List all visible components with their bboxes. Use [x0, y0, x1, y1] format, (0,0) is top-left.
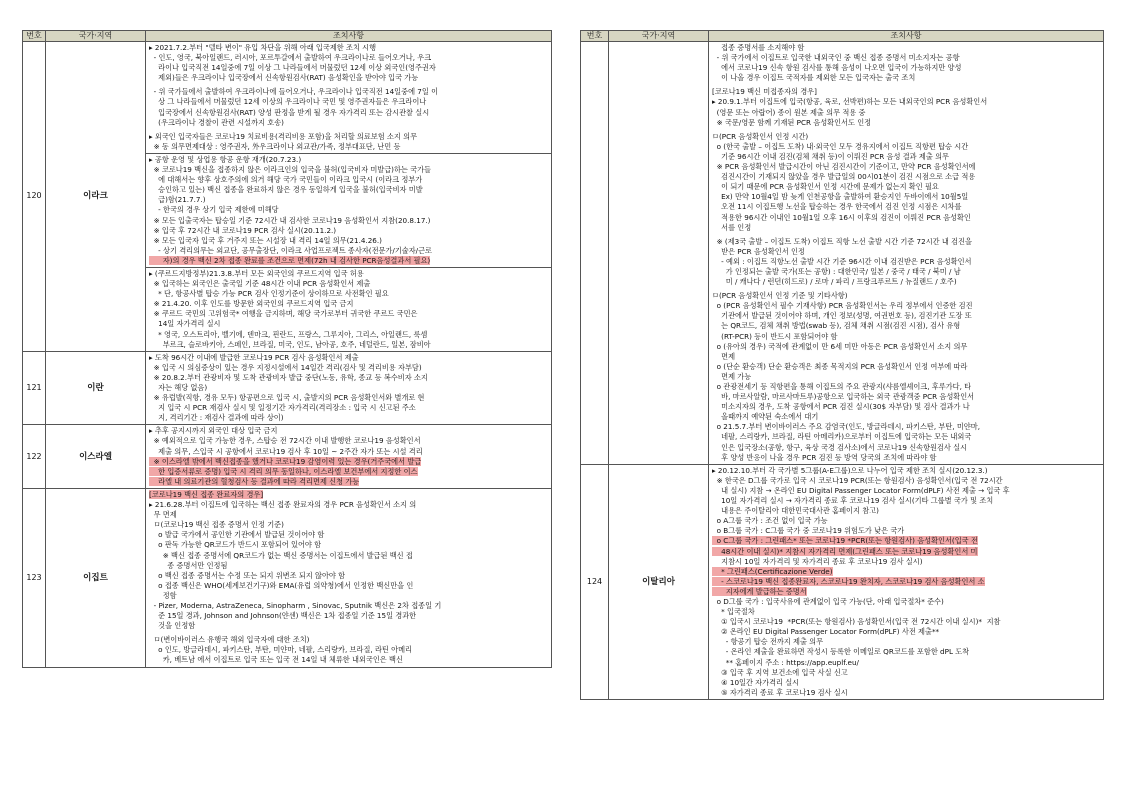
measure-line: o A그룹 국가 : 조건 없이 입국 가능	[712, 516, 828, 526]
measure-line: o B그룹 국가 : C그룹 국가 중 코로나19 위험도가 낮은 국가	[712, 526, 905, 536]
measure-cell	[146, 153, 552, 267]
measure-line: * 그린패스(Certificazione Verde)	[712, 566, 833, 576]
measure-line: 준 15일 경과, Johnson and Johnson(얀센) 백신은 1차 접종일 기준 15일 경과한	[149, 611, 417, 621]
measure-line: ※ 한국은 D그룹 국가로 입국 시 코로나19 PCR(또는 항원검사) 음성확인서(입국 전 72시간	[712, 475, 1003, 485]
measure-line: 14일 자가격리 실시	[149, 319, 221, 329]
measure-line: ※ 모든 입출국자는 탑승일 기준 72시간 내 검사한 코로나19 음성확인서 지참(20.8.17.)	[149, 215, 431, 225]
measure-line: ▸ 추후 공지시까지 외국인 대상 입국 금지	[149, 426, 278, 436]
measure-line: 내 실시) 지참 → 온라인 EU Digital Passenger Locator Form(dPLF) 사전 제출 → 입국 후	[712, 485, 1010, 495]
measure-line: 기관에서 발급된 것이어야 하며, 개인 정보(성명, 여권번호 등), 검진기관 도장 또	[712, 311, 972, 321]
measure-line: o (한국 출발 – 이집트 도착) 내·외국인 모두 경유지에서 이집트 직항편 탑승 시간	[712, 141, 969, 151]
measure-line: ▸ (쿠르드지방정부)21.3.8.부터 모든 외국인의 쿠르드지역 입국 허용	[149, 268, 364, 278]
measure-line: ※ 21.4.20. 이후 인도를 방문한 외국인의 쿠르드지역 입국 금지	[149, 299, 354, 309]
measure-line: ⑤ 자가격리 종료 후 코로나19 검사 실시	[712, 687, 848, 697]
measure-line: ※ (제3국 출발 – 이집트 도착) 이집트 직항 노선 출발 시간 기준 72시간 내 검진을	[712, 236, 972, 246]
measure-line: 올때까지 예약된 숙소에서 대기	[712, 412, 819, 422]
measure-line: 종 증명서만 인정됨	[149, 560, 228, 570]
measure-line: 지참시 10일 자가격리 및 자가격리 종료 후 코로나19 검사 실시)	[712, 556, 923, 566]
measure-line: ▸ 공항 운영 및 상업용 항공 운항 재개(20.7.23.)	[149, 154, 302, 164]
measure-line: ② 온라인 EU Digital Passenger Locator Form(dPLF) 사전 제출**	[712, 627, 940, 637]
header-country: 국가·지역	[46, 31, 146, 42]
row-number: 121	[23, 351, 46, 425]
table-row	[581, 42, 1104, 465]
measure-line: ※ 백신 접종 증명서에 QR코드가 없는 백신 증명서는 이집트에서 발급된 백신 접	[149, 550, 413, 560]
measure-line: 급)함(21.7.7.)	[149, 195, 206, 205]
measure-line: 검진시간이 기재되지 않았을 경우 발급일의 00시01분이 검진 시점으로 소급 적용	[712, 172, 976, 182]
measure-line: 라이나 입국직전 14일중에 7일 이상 그 나라들에서 머물렀던 12세 이상 외국인(영주권자	[149, 63, 436, 73]
measure-line: - 인도, 영국, 북아일랜드, 러시아, 포르투갈에서 출발하여 우크라이나로 들어오거나, 우크	[149, 53, 432, 63]
measure-cell	[709, 464, 1104, 699]
measure-line: o (PCR 음성확인서 필수 기재사항) PCR 음성확인서는 우리 정부에서 인증한 검진	[712, 301, 973, 311]
measure-line: - 스코로나19 백신 접종완료자, 스코로나19 완치자, 스코로나19 검사 음성확인서 소	[712, 576, 985, 586]
measure-line: - 예외 : 이집트 직항노선 출발 시간 기준 96시간 이내 검진받은 PCR 음성확인서	[712, 256, 972, 266]
measure-line: 제외)들은 우크라이나 입국장에서 신속항원검사(RAT) 음성확인을 받아야 입국 가능	[149, 73, 419, 83]
measure-line: ※ 모든 입국자 입국 후 거주지 또는 시설장 내 격리 14일 의무(21.4.26.)	[149, 235, 382, 245]
measure-line: 입국장에서 신속항원검사(RAT) 양성 판정을 받게 될 경우 자가격리 또는 감시관찰 실시	[149, 107, 430, 117]
measure-line: 네팔, 스리랑카, 브라질, 라틴 아메리카)으로부터 이집트에 입국하는 모든 내외국	[712, 432, 972, 442]
measure-line: [코로나19 백신 미접종자의 경우]	[712, 87, 817, 97]
measure-line: ㅁ(코로나19 백신 접종 증명서 인정 기준)	[149, 520, 284, 530]
country-name: 이란	[46, 351, 146, 425]
measure-line: ▸ 2021.7.2.부터 "델타 변이" 유입 차단을 위해 아래 입국제한 조치 시행	[149, 43, 377, 52]
measure-line: o 인도, 방글라데시, 파키스탄, 부탄, 미얀마, 네팔, 스리랑카, 브라질, 라틴 아메리	[149, 645, 412, 655]
measure-line: 한 입증서류로 증명) 입국 시 격리 의무 동일하나, 이스라엘 보건부에서 지정한 이스	[149, 466, 418, 476]
measure-line: 인은 입국장소(공항, 항구, 육상 국경 검사소)에서 코로나19 신속항원검사 실시	[712, 442, 968, 452]
measure-line: 서를 인정	[712, 222, 752, 232]
measure-line: - 온라인 제출을 완료하면 작성시 등록한 이메일로 QR코드를 포함한 dPL 도착	[712, 647, 970, 657]
measure-cell	[146, 425, 552, 489]
header-no: 번호	[581, 31, 609, 42]
measure-line: - Pizer, Moderna, AstraZeneca, Sinopharm , Sinovac, Sputnik 백신은 2차 접종일 기	[149, 600, 442, 610]
measure-line: 면제	[712, 351, 736, 361]
measure-line: ▸ 도착 96시간 이내에 발급한 코로나19 PCR 검사 음성확인서 제출	[149, 352, 359, 362]
country-name: 이라크	[46, 42, 146, 352]
measure-line: o (단순 환승객) 단순 환승객은 최종 목적지의 PCR 음성확인서 인정 여부에 따라	[712, 361, 968, 371]
measure-line: 바, 마르사알람, 마르사마트루)공항으로 입국하는 외국 관광객중 PCR 음성확인서	[712, 392, 975, 402]
measure-line: 적용한 96시간 이내인 10월1일 오후 16시 이후의 검진이 이뤄진 PCR 음성확인	[712, 212, 971, 222]
measure-line: ▸ 외국인 입국자들은 코로나19 치료비용(격리비용 포함)을 처리할 의료보험 소지 의무	[149, 131, 418, 141]
measure-line: o 접종 백신은 WHO(세계보건기구)와 EMA(유럽 의약청)에서 인정한 백신만을 인	[149, 580, 414, 590]
measure-line: - 항공기 탑승 전까지 제출 의무	[712, 637, 824, 647]
country-name: 이집트	[46, 488, 146, 667]
measure-line: 것을 인정함	[149, 621, 196, 631]
measure-line: ※ 유럽발(직항, 경유 모두) 항공편으로 입국 시, 출발지의 PCR 음성확인서와 별개로 현	[149, 393, 425, 403]
header-country: 국가·지역	[609, 31, 709, 42]
measure-line: 승인하고 있는) 백신 접종을 완료하지 않은 경우 동일하게 입국을 불허(입국비자 미발	[149, 185, 423, 195]
row-number	[581, 42, 609, 465]
measure-line: ※ 입국 후 72시간 내 코로나19 PCR 검사 실시(20.11.2.)	[149, 225, 337, 235]
measure-line: ㅁ(PCR 음성확인서 인정 기준 및 기타사항)	[712, 291, 848, 301]
measure-line: 상 그 나라들에서 머물렀던 12세 이상의 우크라이나 국민 및 영주권자들은 우크라이나	[149, 97, 427, 107]
measure-line: ※ 20.8.2.부터 관광비자 및 도착 관광비자 발급 중단(노동, 유학, 종교 등 복수비자 소지	[149, 372, 428, 382]
measure-line: ※ 쿠르드 국민의 고위험국* 여행을 금지하며, 해당 국가로부터 귀국한 쿠르드 국민은	[149, 309, 418, 319]
table-row	[581, 464, 1104, 699]
measure-line: - 한국의 경우 상기 입국 제한에 미해당	[149, 205, 279, 215]
row-number: 120	[23, 42, 46, 352]
measure-line: ▸ 21.6.28.부터 이집트에 입국하는 백신 접종 완료자의 경우 PCR 음성확인서 소지 의	[149, 500, 417, 510]
measure-line: 미소지자의 경우, 도착 공항에서 PCR 검진 실시(30$ 자부담) 및 검사 결과가 나	[712, 402, 970, 412]
measure-line: - 상기 격리의무는 외교단, 공무출장단, 이라크 사업프로젝트 종사자(전문가/기술자/근로	[149, 245, 432, 255]
measure-line: 에 대해서는 향후 상호주의에 의거 해당 국가 국민들이 이라크 입국시 (이라크 정부가	[149, 175, 423, 185]
measure-line: 이 되기 때문에 PCR 음성확인서 인정 시간에 문제가 없는지 확인 필요	[712, 182, 939, 192]
measure-line: 내용은 주이탈리아 대한민국대사관 홈페이지 참고)	[712, 506, 879, 516]
measure-cell	[146, 488, 552, 667]
measure-cell	[146, 42, 552, 154]
table-header-row	[23, 31, 552, 42]
measure-line: o 21.5.7.부터 변이바이러스 주요 감염국(인도, 방글라데시, 파키스탄, 부탄, 미얀마,	[712, 422, 980, 432]
table-row	[23, 42, 552, 154]
measure-line: 는 QR코드, 검체 채취 방법(swab 등), 검체 채취 시점(검진 시점), 검사 유형	[712, 321, 961, 331]
measure-line: ※ 이스라엘 밖에서 백신접종을 했거나 코로나19 감염이력 있는 경우(거주국에서 발급	[149, 456, 422, 466]
measure-line: ※ 동 의무면제대상 : 영주권자, 外우크라이나 외교관/가족, 정부대표단, 난민 등	[149, 141, 401, 151]
measure-line: 지자에게 발급하는 증명서	[712, 586, 807, 596]
measure-line: * 영국, 오스트리아, 벨기에, 덴마크, 핀란드, 프랑스, 그루지아, 그리스, 아일랜드, 룩셈	[149, 329, 428, 339]
measure-line: 10일 자가격리 실시 → 자가격리 종료 후 코로나19 검사 실시(기타 그룹별 국가 및 조치	[712, 496, 994, 506]
country-name: 이탈리아	[609, 464, 709, 699]
measure-line: o 판독 가능한 QR코드가 반드시 포함되어 있어야 함	[149, 540, 322, 550]
measure-line: ㅁ(변이바이러스 유행국 해외 입국자에 대한 조치)	[149, 635, 310, 645]
measure-line: 지, 격리기간 : 재검사 결과에 따라 상이)	[149, 413, 284, 423]
measure-line: 부르크, 슬로바키아, 스페인, 브라질, 미국, 인도, 남아공, 호주, 네덜란드, 일본, 잠비아	[149, 339, 431, 349]
measure-line: [코로나19 백신 접종 완료자의 경우]	[149, 489, 264, 499]
measure-line: 후 양성 반응이 나올 경우 PCR 검진 등 방역 당국의 조치에 따라야 함	[712, 452, 937, 462]
measure-line: ※ 코로나19 백신을 접종하지 않은 이라크인의 입국을 불허(입국비자 미발급)하는 국가들	[149, 165, 431, 175]
measure-line: 라엘 내 의료기관의 혈청검사 등 결과에 따라 격리면제 신청 가능	[149, 476, 360, 486]
measure-line: (영문 또는 아랍어) 종이 원본 제출 의무 적용 중	[712, 107, 866, 117]
measure-line: 접종 증명서를 소지해야 함	[712, 43, 805, 52]
measure-line: 48시간 이내 실시)* 지참시 자가격리 면제(그린패스 또는 코로나19 음성확인서 미	[712, 546, 978, 556]
measure-line: ㅁ(PCR 음성확인서 인정 시간)	[712, 131, 809, 141]
measure-cell	[146, 267, 552, 351]
header-measure: 조치사항	[709, 31, 1104, 42]
measure-line: ※ PCR 음성확인서 발급시간이 아닌 검진시간이 기준이고, 만약 PCR 음성확인서에	[712, 162, 976, 172]
measure-line: 면제 가능	[712, 371, 752, 381]
row-number: 122	[23, 425, 46, 489]
row-number: 123	[23, 488, 46, 667]
measure-line: o C그룹 국가 : 그린패스* 또는 코로나19 *PCR(또는 항원검사) 음성확인서(입국 전	[712, 536, 978, 546]
measure-line: 받은 PCR 음성확인서 인정	[712, 246, 805, 256]
measure-line: o 발급 국가에서 공인한 기관에서 발급된 것이어야 함	[149, 530, 325, 540]
left-measures-table	[22, 30, 552, 668]
measure-line: 기준 96시간 이내 검진(검체 채취 등)이 이뤄진 PCR 음성 결과 제출 의무	[712, 151, 949, 161]
table-header-row	[581, 31, 1104, 42]
measure-line: * 입국절차	[712, 607, 755, 617]
measure-line: ④ 10일간 자가격리 실시	[712, 677, 800, 687]
table-row	[23, 351, 552, 425]
measure-line: ※ 입국하는 외국인은 출국일 기준 48시간 이내 PCR 음성확인서 제출	[149, 279, 371, 289]
measure-line: o (유아의 경우) 국적에 관계없이 만 6세 미만 아동은 PCR 음성확인서 소지 의무	[712, 341, 968, 351]
header-measure: 조치사항	[146, 31, 552, 42]
row-number: 124	[581, 464, 609, 699]
measure-line: ** 홈페이지 주소 : https://app.euplf.eu/	[712, 657, 859, 667]
table-row	[23, 425, 552, 489]
measure-line: * 단, 항공사별 탑승 가능 PCR 검사 인정기준이 상이하므로 사전확인 필요	[149, 289, 389, 299]
measure-line: 미 / 캐나다 / 런던(히드로) / 로마 / 파리 / 프랑크푸르트 / 뉴질랜드 / 호주)	[712, 277, 957, 287]
country-name: 이스라엘	[46, 425, 146, 489]
measure-line: 이 나올 경우 이집트 국적자를 제외한 모든 입국자는 출국 조치	[712, 73, 916, 83]
measure-line: ※ 입국 시 의심증상이 있는 경우 지정시설에서 14일간 격리(검사 및 격리비용 자부담)	[149, 362, 422, 372]
measure-line: 자)의 경우 백신 2차 접종 완료를 조건으로 면제(72h 내 검사한 PCR음성결과서 필요)	[149, 255, 431, 265]
measure-line: 가 인정되는 출발 국가(또는 공항) : 대한민국/ 일본 / 중국 / 태국 / 북미 / 남	[712, 266, 961, 276]
measure-line: o 관광전세기 등 직항편을 통해 이집트의 주요 관광지(샤름엘셰이크, 후루가다, 타	[712, 382, 972, 391]
measure-line: - 위 국가들에서 출발하여 우크라이나에 들어오거나, 우크라이나 입국직전 14일중에 7일 이	[149, 87, 439, 97]
left-table-pane	[22, 30, 552, 668]
measure-cell	[709, 42, 1104, 465]
measure-line: ③ 입국 후 지역 보건소에 입국 사실 신고	[712, 667, 848, 677]
measure-line: o 백신 접종 증명서는 수정 또는 되지 위변조 되지 않아야 함	[149, 570, 346, 580]
measure-line: ▸ 20.12.10.부터 각 국가별 5그룹(A-E그룹)으로 나누어 입국 제한 조치 실시(20.12.3.)	[712, 465, 988, 475]
measure-line: 제출 의무, 스입국 시 공항에서 코로나19 검사 후 10일 ~ 2주간 자가 또는 시설 격리	[149, 446, 423, 456]
measure-line: 정함	[149, 590, 177, 600]
measure-cell	[146, 351, 552, 425]
measure-line: 에서 코로나19 신속 항원 검사를 통해 음성이 나오면 입국이 가능하지만 양성	[712, 63, 962, 73]
measure-line: (우크라이나 경찰이 관련 시설까지 호송)	[149, 117, 284, 127]
measure-line: 지 입국 시 PCR 재검사 실시 및 일정기간 자가격리(격리장소 : 입국 시 신고된 주소	[149, 403, 416, 413]
measure-line: ※ 국문/영문 함께 기재된 PCR 음성확인서도 인정	[712, 117, 872, 127]
right-measures-table	[580, 30, 1104, 700]
header-no: 번호	[23, 31, 46, 42]
measure-line: - 위 국가에서 이집트로 입국한 내외국인 중 백신 접종 증명서 미소지자는 공항	[712, 53, 960, 63]
right-table-pane	[580, 30, 1104, 700]
measure-line: Ex) 만약 10월4일 밤 늦게 인천공항을 출발하여 환승지인 두바이에서 10월5일	[712, 192, 969, 202]
measure-line: 오전 11시 이집트행 노선을 탑승하는 경우 한국에서 검진 인정 시점은 시차를	[712, 202, 962, 212]
measure-line: ▸ 20.9.1.부터 이집트에 입국(항공, 육로, 선박편)하는 모든 내외국인의 PCR 음성확인서	[712, 97, 988, 107]
measure-line: ① 입국시 코로나19 *PCR(또는 항원검사) 음성확인서(입국 전 72시간 이내 실시)* 지참	[712, 617, 1001, 627]
measure-line: ※ 예외적으로 입국 가능한 경우, 스탑승 전 72시간 이내 발행한 코로나19 음성확인서	[149, 436, 421, 446]
measure-line: 무 면제	[149, 510, 177, 520]
measure-line: (RT-PCR) 등이 반드시 포함되어야 함	[712, 331, 838, 341]
measure-line: 자는 해당 없음)	[149, 383, 208, 392]
table-row	[23, 488, 552, 667]
measure-line: 카, 베트남 에서 이집트로 입국 또는 입국 전 14일 내 체류한 내외국인은 백신	[149, 655, 403, 665]
measure-line: o D그룹 국가 : 입국사유에 관계없이 입국 가능(단, 아래 입국절차* 준수)	[712, 596, 944, 606]
country-name	[609, 42, 709, 465]
